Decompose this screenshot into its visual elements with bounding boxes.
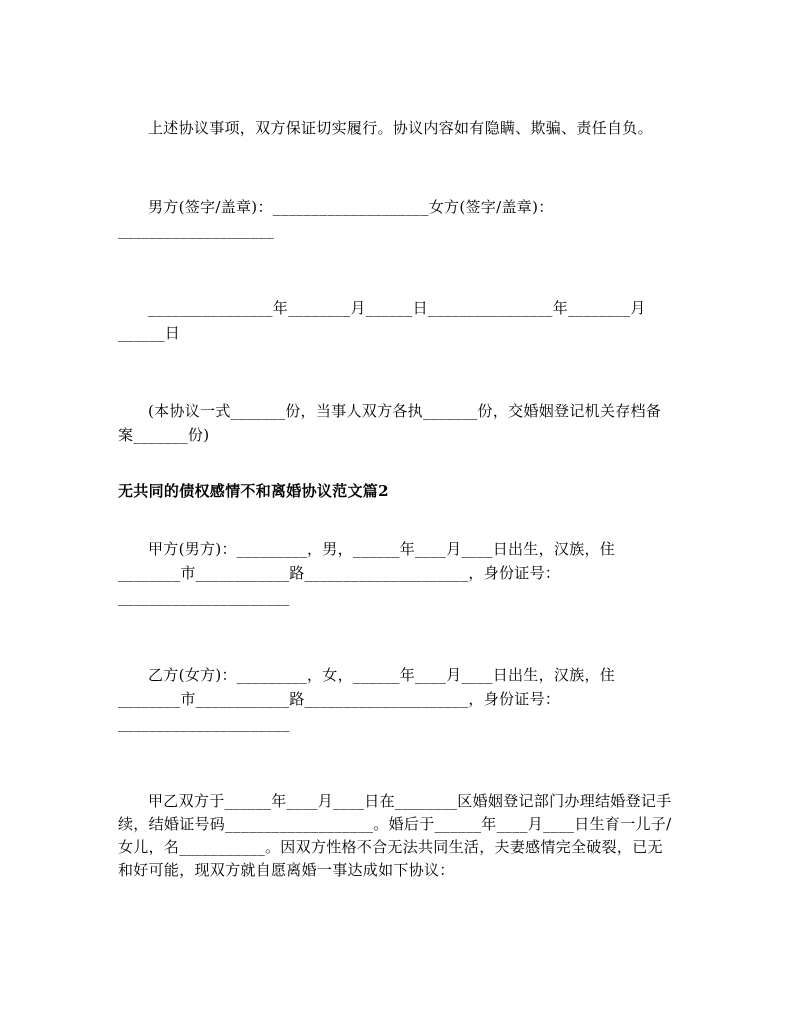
- signature-line: 男方(签字/盖章)：____________________女方(签字/盖章)：: [148, 198, 554, 216]
- section-heading: 无共同的债权感情不和离婚协议范文篇2: [118, 482, 389, 500]
- party-a-info: 甲方(男方)：_________，男，______年____月____日出生，汉族，住: [148, 540, 616, 558]
- marriage-paragraph-line2: 续，结婚证号码___________________。婚后于______年____月____日生育一儿子/: [118, 815, 672, 833]
- marriage-paragraph-line3: 女儿，名___________。因双方性格不合无法共同生活，夫妻感情完全破裂，已无: [118, 838, 663, 856]
- date-line-continued: ______日: [118, 324, 181, 342]
- party-a-id-blank: ______________________: [118, 588, 290, 606]
- copies-note-continued: 案_______份): [118, 426, 210, 444]
- paragraph-fulfillment: 上述协议事项，双方保证切实履行。协议内容如有隐瞒、欺骗、责任自负。: [148, 119, 653, 137]
- party-b-info: 乙方(女方)：_________，女，______年____月____日出生，汉族，住: [148, 666, 616, 684]
- marriage-paragraph-line4: 和好可能，现双方就自愿离婚一事达成如下协议：: [118, 861, 455, 879]
- party-b-address: ________市____________路_____________________，身份证号：: [118, 690, 561, 708]
- party-b-id-blank: ______________________: [118, 714, 290, 732]
- signature-blank: ____________________: [118, 221, 274, 239]
- marriage-paragraph: 甲乙双方于______年____月____日在________区婚姻登记部门办理结婚登记手: [148, 792, 672, 810]
- date-line: ________________年________月______日________________年________月: [148, 299, 646, 317]
- party-a-address: ________市____________路_____________________，身份证号：: [118, 564, 561, 582]
- copies-note: (本协议一式_______份，当事人双方各执_______份，交婚姻登记机关存档备: [148, 402, 662, 420]
